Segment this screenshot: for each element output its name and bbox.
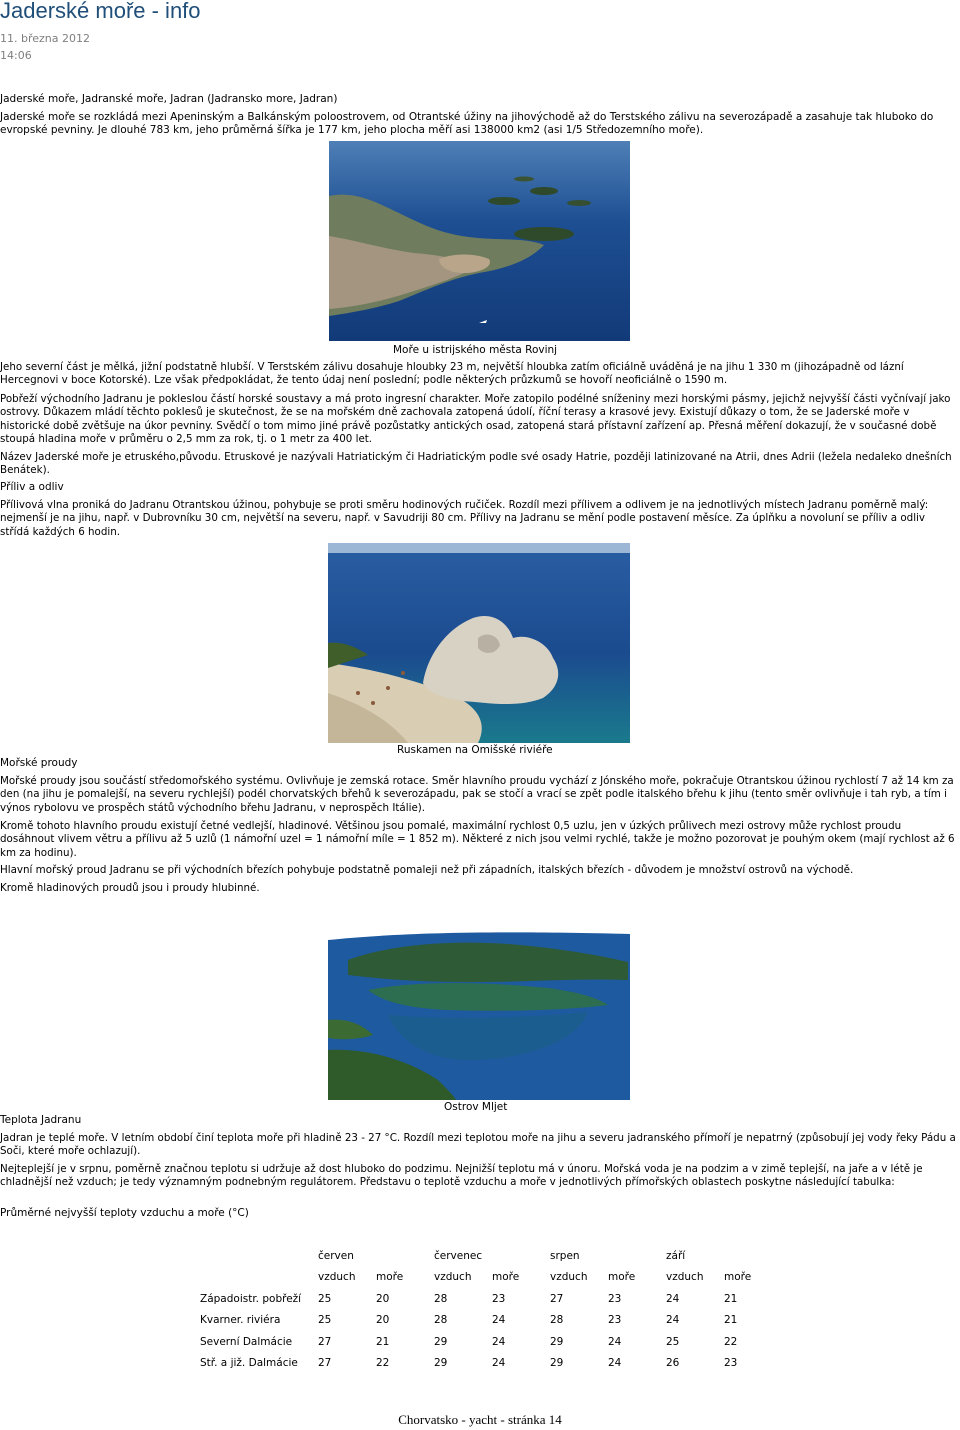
table-cell: 23 <box>492 1292 506 1305</box>
table-month-row <box>197 1245 779 1267</box>
temp-paragraph-2: Nejteplejší je v srpnu, poměrně značnou teplotu si udržuje až dost hluboko do podzimu. Nejnižší teplotu má v únoru. Mořská voda je na podzim a v zimě teplejší, na jaře a v létě je chladnější než vzduch; je tedy významným podnebným regulátorem. Představu o teplotě vzduchu a moře v jednotlivých přímořských oblastech poskytne následující tabulka: <box>0 1163 923 1189</box>
temp-paragraph: Jadran je teplé moře. V letním období činí teplota moře při hladině 23 - 27 °C. Rozdíl mezi teplotou moře na jihu a severu jadranského přímoří je nepatrný (způsobují jej vody řeky Pádu a Soči, které moře ochlazují). <box>0 1132 956 1158</box>
date-text: 11. března 2012 <box>0 32 90 45</box>
name-origin-paragraph: Název Jaderské moře je etruského,původu. Etruskové je nazývali Hatriatickým či Hadriatickým podle své osady Hatrie, později latinizované na Atrii, dnes Adrii (ležela nedaleko dnešních Benátek). <box>0 451 952 477</box>
table-cell: 27 <box>550 1292 564 1305</box>
table-region-cell: Západoistr. pobřeží <box>200 1292 302 1305</box>
rovinj-caption: Moře u istrijského města Rovinj <box>393 344 558 356</box>
table-region-cell: Kvarner. riviéra <box>200 1314 281 1327</box>
table-month-cell: srpen <box>550 1249 580 1262</box>
table-month-cell: červenec <box>434 1249 483 1262</box>
table-cell: 28 <box>550 1314 564 1327</box>
table-cell: 25 <box>318 1314 332 1327</box>
tides-heading: Příliv a odliv <box>0 481 64 493</box>
table-subheader-cell: moře <box>724 1271 752 1284</box>
currents-paragraph-2: Kromě tohoto hlavního proudu existují četné vedlejší, hladinové. Většinou jsou pomalé, maximální rychlost 0,5 uzlu, jen v úzkých průlivech mezi ostrovy může rychlost proudu dosáhnout vlivem větru a přílivu až 5 uzlů (1 námořní uzel = 1 námořní míle = 1 852 m). Některé z nich jsou velmi rychlé, takže je možno pozorovat je pouhým okem (mají rychlost až 6 km za hodinu). <box>0 820 955 859</box>
mljet-caption: Ostrov Mljet <box>444 1101 508 1113</box>
table-cell: 22 <box>724 1335 738 1348</box>
table-cell: 27 <box>318 1335 332 1348</box>
page-footer: Chorvatsko - yacht - stránka 14 <box>398 1412 562 1427</box>
table-row <box>197 1353 779 1375</box>
table-row <box>197 1288 779 1310</box>
table-cell: 24 <box>666 1292 680 1305</box>
table-cell: 24 <box>608 1335 622 1348</box>
table-cell: 27 <box>318 1357 332 1370</box>
table-region-cell: Stř. a již. Dalmácie <box>200 1357 298 1370</box>
table-cell: 21 <box>376 1335 390 1348</box>
names-text: Jaderské moře, Jadranské moře, Jadran (Jadransko more, Jadran) <box>0 93 338 105</box>
table-cell: 29 <box>550 1335 564 1348</box>
table-cell: 24 <box>492 1335 506 1348</box>
ruskamen-caption: Ruskamen na Omišské riviéře <box>397 744 553 756</box>
table-region-cell: Severní Dalmácie <box>200 1335 293 1348</box>
table-cell: 20 <box>376 1292 390 1305</box>
tides-paragraph: Přílivová vlna proniká do Jadranu Otrantskou úžinou, pohybuje se proti směru hodinových ručiček. Rozdíl mezi přílivem a odlivem je na jednotlivých místech Jadranu poměrně malý: nejmenší je na jihu, např. v Dubrovníku 30 cm, největší na severu, např. v Savudriji 80 cm. Přílivy na Jadranu se mění podle postavení měsíce. Za úplňku a novoluní se příliv a odliv střídá každých 6 hodin. <box>0 499 929 538</box>
currents-paragraph: Mořské proudy jsou součástí středomořského systému. Ovlivňuje je zemská rotace. Směr hlavního proudu vychází z Jónského moře, pokračuje Otrantskou úžinou rychlostí 7 až 14 km za den (na jihu je pomalejší, na severu rychlejší) podél chorvatských břehů k severozápadu, pak se stočí a vrací se zpět podle italského břehu k jihu (tento směr ovlivňuje i tah ryb, a tím i výnos rybolovu ve prospěch států východního břehu Jadranu, v neprospěch Itálie). <box>0 775 954 814</box>
table-month-cell: září <box>666 1249 686 1262</box>
rovinj-image <box>329 141 630 341</box>
table-cell: 29 <box>550 1357 564 1370</box>
coast-paragraph: Pobřeží východního Jadranu je pokleslou částí horské soustavy a má proto ingresní charakter. Moře zatopilo podélné sníženiny mezi horskými pásmy, jejichž nejvyšší části vyčnívají jako ostrovy. Důkazem mládí těchto poklesů je skutečnost, že se na mořském dně zachovala zatopená údolí, říční terasy a krasové jevy. Existují důkazy o tom, že se Jaderské moře v historické době zvětšuje na úkor pevniny. Svědčí o tom mimo jiné právě pozůstatky antických osad, zatopená stará přístavní zařízení ap. Přesná měření dokazují, že v současné době stoupá hladina moře v průměru o 2,5 mm za rok, tj. o 1 metr za 400 let. <box>0 393 951 446</box>
table-corner-cell <box>197 1267 315 1289</box>
table-cell: 24 <box>666 1314 680 1327</box>
table-subheader-cell: moře <box>376 1271 404 1284</box>
table-cell: 20 <box>376 1314 390 1327</box>
table-subheader-cell: moře <box>608 1271 636 1284</box>
table-cell: 24 <box>492 1314 506 1327</box>
time-text: 14:06 <box>0 49 32 62</box>
table-cell: 28 <box>434 1314 448 1327</box>
table-cell: 24 <box>608 1357 622 1370</box>
table-cell: 21 <box>724 1314 738 1327</box>
mljet-photo <box>328 900 630 1100</box>
rovinj-photo <box>329 141 630 341</box>
table-row <box>197 1310 779 1332</box>
mljet-image <box>328 900 630 1100</box>
table-cell: 29 <box>434 1357 448 1370</box>
table-cell: 21 <box>724 1292 738 1305</box>
table-title: Průměrné nejvyšší teploty vzduchu a moře (°C) <box>0 1207 249 1219</box>
table-cell: 23 <box>608 1314 622 1327</box>
table-subheader-cell: vzduch <box>318 1271 356 1284</box>
temperature-table <box>197 1245 779 1374</box>
temp-heading: Teplota Jadranu <box>0 1114 82 1126</box>
table-corner-cell <box>197 1245 315 1267</box>
table-cell: 26 <box>666 1357 680 1370</box>
table-cell: 23 <box>724 1357 738 1370</box>
page-title: Jaderské moře - info <box>0 0 201 23</box>
depth-paragraph: Jeho severní část je mělká, jižní podstatně hlubší. V Terstském zálivu dosahuje hloubky 23 m, největší hloubka zatím oficiálně uváděná je na jihu 1 330 m (jihozápadně od lázní Hercegnovi v boce Kotorské). Lze však předpokládat, že tento údaj není poslední; podle některých průzkumů se hovoří neoficiálně o 1590 m. <box>0 361 904 387</box>
currents-paragraph-4: Kromě hladinových proudů jsou i proudy hlubinné. <box>0 882 260 894</box>
table-row <box>197 1331 779 1353</box>
table-subheader-cell: vzduch <box>666 1271 704 1284</box>
table-cell: 23 <box>608 1292 622 1305</box>
names-paragraph <box>0 93 956 106</box>
table-cell: 24 <box>492 1357 506 1370</box>
table-cell: 22 <box>376 1357 390 1370</box>
currents-paragraph-3: Hlavní mořský proud Jadranu se při východních březích pohybuje podstatně pomaleji než při západních, italských březích - důvodem je množství ostrovů na východě. <box>0 864 854 876</box>
table-subheader-row <box>197 1267 779 1289</box>
table-cell: 25 <box>318 1292 332 1305</box>
timestamp <box>0 30 90 64</box>
table-cell: 29 <box>434 1335 448 1348</box>
intro-paragraph: Jaderské moře se rozkládá mezi Apeninským a Balkánským poloostrovem, od Otrantské úžiny na jihovýchodě až do Terstského zálivu na severozápadě a zasahuje tak hluboko do evropské pevniny. Je dlouhé 783 km, jeho průměrná šířka je 177 km, jeho plocha měří asi 138000 km2 (asi 1/5 Středozemního moře). <box>0 111 934 137</box>
table-month-cell: červen <box>318 1249 354 1262</box>
ruskamen-photo <box>328 543 630 743</box>
table-cell: 28 <box>434 1292 448 1305</box>
table-subheader-cell: vzduch <box>550 1271 588 1284</box>
ruskamen-image <box>328 543 630 743</box>
table-subheader-cell: vzduch <box>434 1271 472 1284</box>
currents-heading: Mořské proudy <box>0 757 78 769</box>
table-cell: 25 <box>666 1335 680 1348</box>
table-subheader-cell: moře <box>492 1271 520 1284</box>
